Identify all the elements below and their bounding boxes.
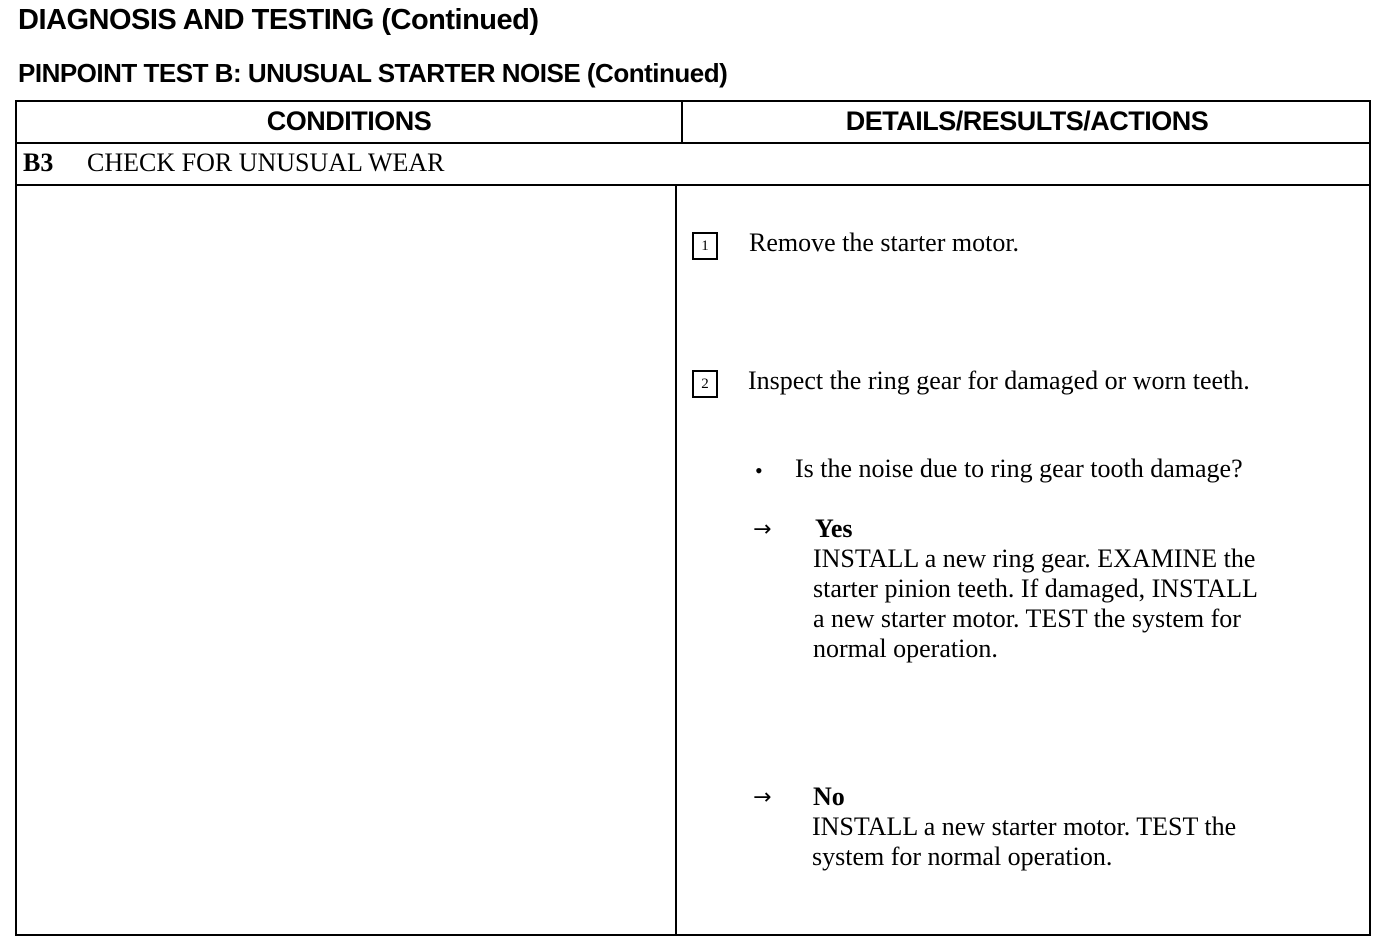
- step-title: CHECK FOR UNUSUAL WEAR: [87, 148, 445, 177]
- column-header-conditions: CONDITIONS: [266, 106, 432, 136]
- step-number-box: 2: [692, 370, 718, 398]
- question-text: Is the noise due to ring gear tooth damage?: [795, 454, 1243, 483]
- answer-yes-line: a new starter motor. TEST the system for: [813, 604, 1241, 633]
- answer-yes-line: starter pinion teeth. If damaged, INSTALL: [813, 574, 1258, 603]
- body-divider: [675, 184, 677, 934]
- answer-no-label: No: [813, 782, 845, 811]
- arrow-right-icon: →: [753, 785, 772, 810]
- answer-no-line: system for normal operation.: [812, 842, 1113, 871]
- answer-yes-line: normal operation.: [813, 634, 998, 663]
- answer-yes-line: INSTALL a new ring gear. EXAMINE the: [813, 544, 1256, 573]
- test-title: PINPOINT TEST B: UNUSUAL STARTER NOISE (Continued): [18, 58, 728, 88]
- arrow-right-icon: →: [753, 517, 772, 542]
- bullet-icon: •: [755, 458, 763, 483]
- action-text: Inspect the ring gear for damaged or worn teeth.: [748, 366, 1250, 395]
- pinpoint-test-table: [15, 100, 1371, 936]
- action-text: Remove the starter motor.: [749, 228, 1020, 257]
- step-rule: [17, 184, 1369, 186]
- step-number-box: 1: [692, 232, 718, 260]
- step-id: B3: [23, 148, 54, 177]
- page-title: DIAGNOSIS AND TESTING (Continued): [18, 4, 539, 36]
- column-header-details: DETAILS/RESULTS/ACTIONS: [845, 106, 1209, 136]
- header-rule: [17, 142, 1369, 144]
- header-divider: [681, 102, 683, 142]
- answer-yes-label: Yes: [815, 514, 853, 543]
- answer-no-line: INSTALL a new starter motor. TEST the: [812, 812, 1237, 841]
